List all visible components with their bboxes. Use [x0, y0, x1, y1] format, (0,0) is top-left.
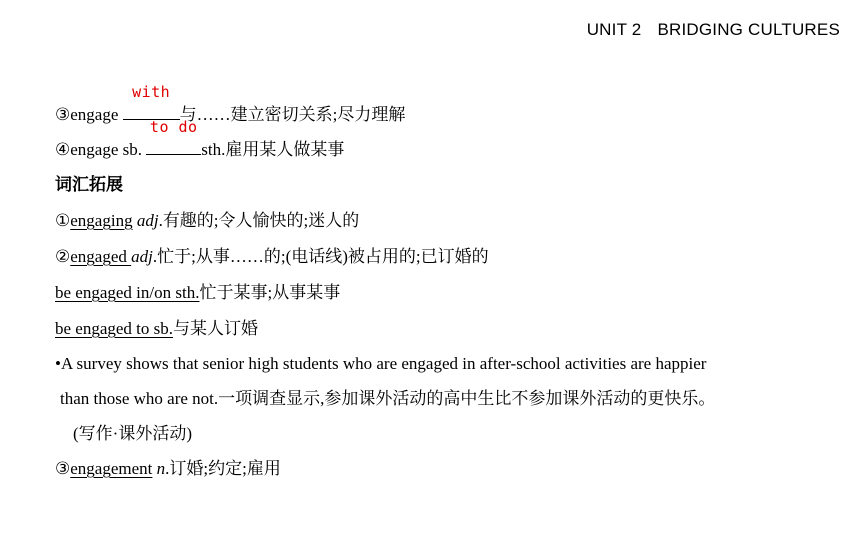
phrase-engaged-to [55, 318, 258, 340]
expansion-engaged [55, 246, 489, 268]
example-line-2: than those who are not.一项调查显示,参加课外活动的高中生比不参加课外活动的更快乐。 [60, 389, 716, 408]
expansion-engagement [55, 458, 281, 480]
part-of-speech: n [156, 459, 166, 478]
answer-text: to do [149, 118, 198, 136]
item-engage-sb-to-do [55, 118, 345, 161]
entry-word: engaged [70, 247, 132, 266]
phrase-chinese: 忙于某事;从事某事 [199, 283, 341, 302]
entry-meaning: .订婚;约定;雇用 [165, 459, 281, 478]
phrase-engaged-in [55, 282, 340, 304]
unit-header [587, 20, 840, 40]
item-prefix: ④engage sb. [55, 140, 147, 159]
unit-number: UNIT 2 [586, 20, 642, 39]
entry-number: ① [55, 211, 71, 230]
entry-word: engaging [70, 211, 133, 230]
entry-meaning: .忙于;从事……的;(电话线)被占用的;已订婚的 [152, 247, 489, 266]
answer-blank [146, 118, 201, 155]
entry-number: ② [55, 247, 71, 266]
expansion-engaging [55, 210, 359, 232]
phrase-chinese: 与某人订婚 [173, 319, 259, 338]
phrase-english: be engaged in/on sth. [55, 283, 200, 302]
example-english: A survey shows that senior high students who are engaged in after-school activities are happier [60, 354, 707, 373]
entry-meaning: .有趣的;令人愉快的;迷人的 [158, 211, 360, 230]
example-source: (写作·课外活动) [73, 424, 192, 443]
item-prefix: ③engage [55, 105, 123, 124]
section-heading: 词汇拓展 [55, 175, 123, 194]
part-of-speech: adj [131, 247, 153, 266]
unit-title: BRIDGING CULTURES [657, 20, 840, 39]
item-meaning: sth.雇用某人做某事 [201, 140, 345, 159]
item-meaning: 与……建立密切关系;尽力理解 [179, 105, 406, 124]
phrase-english: be engaged to sb. [55, 319, 174, 338]
answer-text: with [132, 83, 171, 101]
bullet: • [55, 354, 61, 373]
part-of-speech: adj [136, 211, 159, 230]
entry-word: engagement [70, 459, 153, 478]
entry-number: ③ [55, 459, 71, 478]
item-engage-with [55, 83, 406, 126]
example-line-1 [55, 353, 706, 375]
